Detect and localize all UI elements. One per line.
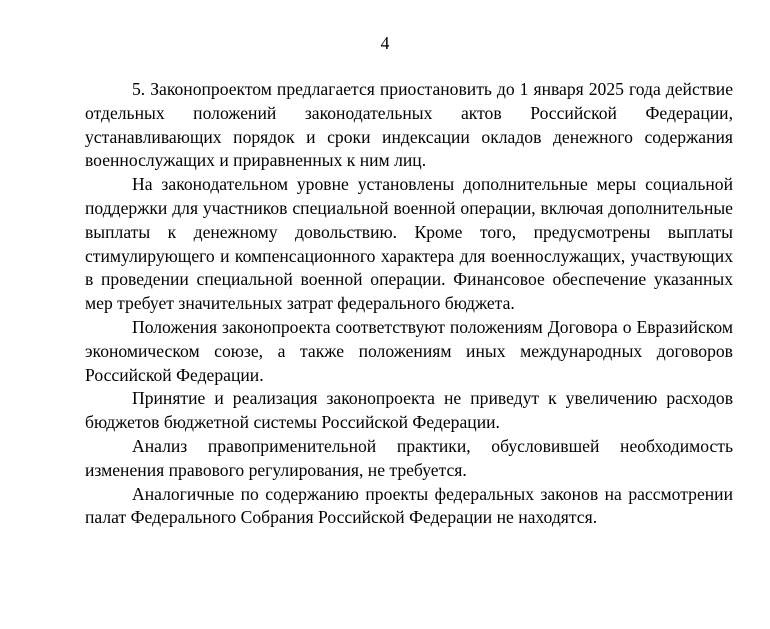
- paragraph-similar-bills: Аналогичные по содержанию проекты федеральных законов на рассмотрении палат Федерального Собрания Российской Федерации не находятся.: [85, 483, 733, 528]
- paragraph-budget-impact: Принятие и реализация законопроекта не приведут к увеличению расходов бюджетов бюджетной системы Российской Федерации.: [85, 388, 733, 433]
- document-body: [85, 78, 733, 530]
- paragraph-indexation-suspension: 5. Законопроектом предлагается приостановить до 1 января 2025 года действие отдельных положений законодательных актов Российской Федерации, устанавливающих порядок и сроки индексации окладов денежного содержания военнослужащих и приравненных к ним лиц.: [85, 79, 733, 171]
- paragraph-social-support: На законодательном уровне установлены дополнительные меры социальной поддержки для участников специальной военной операции, включая дополнительные выплаты к денежному довольствию. Кроме того, предусмотрены выплаты стимулирующего и компенсационного характера для военнослужащих, участвующих в проведении специальной военной операции. Финансовое обеспечение указанных мер требует значительных затрат федерального бюджета.: [85, 174, 733, 314]
- paragraph-eaeu-compliance: Положения законопроекта соответствуют положениям Договора о Евразийском экономическом союзе, а также положениям иных международных договоров Российской Федерации.: [85, 316, 733, 385]
- paragraph-practice-analysis: Анализ правоприменительной практики, обусловившей необходимость изменения правового регулирования, не требуется.: [85, 435, 733, 480]
- page-number: 4: [380, 33, 390, 53]
